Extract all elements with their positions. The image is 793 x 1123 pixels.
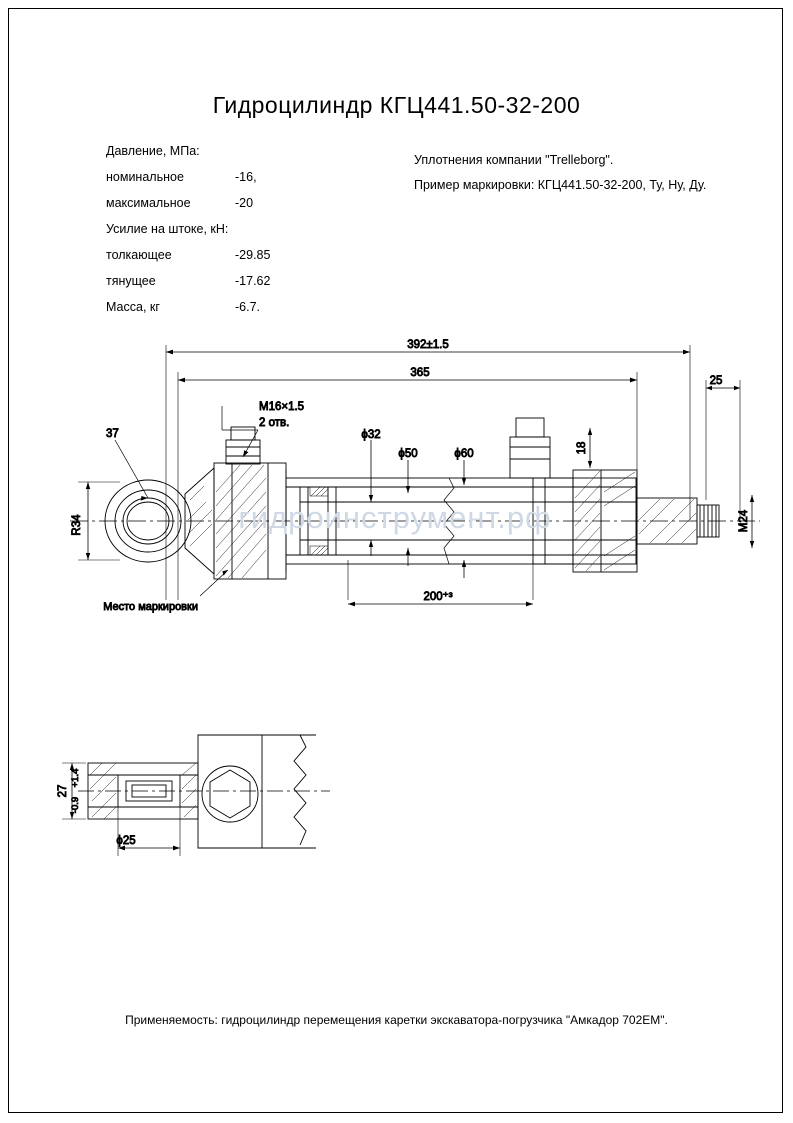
spec-label: максимальное: [106, 196, 191, 210]
dim-rod-thread: M24: [738, 509, 750, 533]
spec-value: -16,: [235, 170, 257, 184]
dim-bore-diameter: ϕ25: [116, 835, 136, 847]
label-marking-place: Место маркировки: [103, 601, 198, 613]
dim-overall-length: 392±1.5: [407, 339, 449, 351]
spec-label: Усилие на штоке, кН:: [106, 222, 229, 236]
label-port-qty: 2 отв.: [259, 417, 290, 429]
spec-label: Масса, кг: [106, 300, 160, 314]
dim-eye-thickness-tol-lower: -0.9: [70, 796, 81, 814]
watermark: гидроинструмент.рф: [238, 500, 552, 535]
dim-eye-thickness: 27: [57, 784, 69, 798]
dim-rod-diameter: ϕ32: [361, 429, 381, 441]
spec-value: -6.7.: [235, 300, 261, 314]
spec-label: толкающее: [106, 248, 172, 262]
spec-value: -29.85: [235, 248, 271, 262]
label-eye-radius: 37: [106, 428, 119, 440]
note-marking-example: Пример маркировки: КГЦ441.50-32-200, Ту, Ну, Ду.: [414, 178, 707, 192]
dim-piston-diameter: ϕ50: [398, 448, 418, 460]
spec-value: -20: [235, 196, 254, 210]
page-title: Гидроцилиндр КГЦ441.50-32-200: [212, 92, 581, 118]
spec-label: номинальное: [106, 170, 184, 184]
dim-rod-end-25: 25: [709, 375, 723, 387]
note-seals: Уплотнения компании "Trelleborg".: [414, 153, 614, 167]
label-port-thread: M16×1.5: [259, 401, 305, 413]
dim-tube-diameter: ϕ60: [454, 448, 474, 460]
spec-label: тянущее: [106, 274, 156, 288]
dim-stroke: 200⁺³: [423, 591, 453, 603]
dim-length-365: 365: [410, 367, 430, 379]
dim-boss-height: 18: [576, 441, 588, 455]
dim-eye-thickness-tol-upper: +1.4: [70, 768, 81, 788]
spec-value: -17.62: [235, 274, 271, 288]
applicability-note: Применяемость: гидроцилиндр перемещения каретки экскаватора-погрузчика "Амкадор 702ЕМ".: [125, 1013, 668, 1027]
dim-eye-width: R34: [71, 514, 83, 536]
spec-label: Давление, МПа:: [106, 144, 200, 158]
